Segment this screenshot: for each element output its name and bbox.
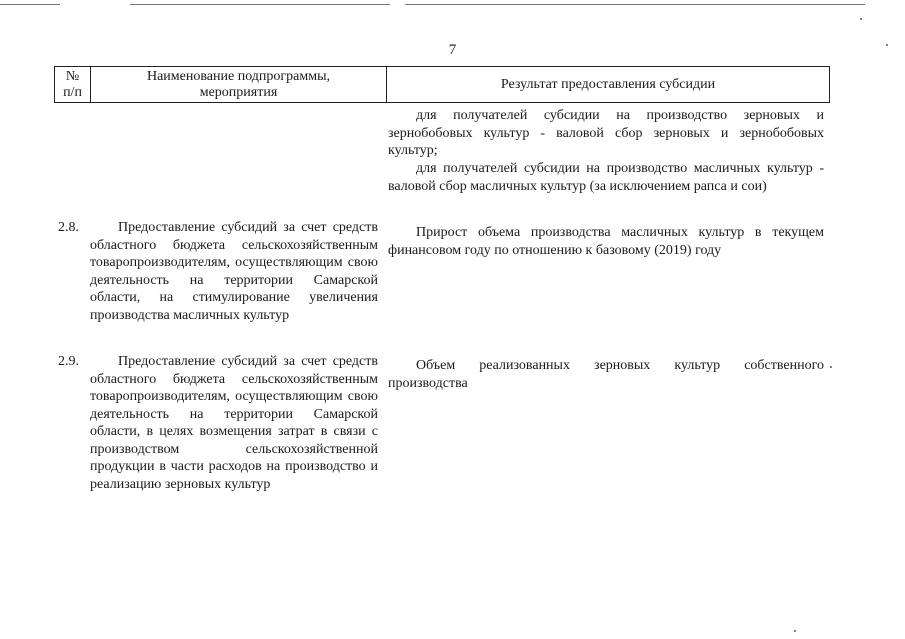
header-num-line2: п/п (63, 84, 82, 100)
header-name-cell (91, 67, 387, 102)
scan-edge-line (405, 4, 865, 5)
header-result-cell (387, 67, 829, 102)
header-name-line2: мероприятия (199, 84, 278, 100)
scan-speck (830, 366, 832, 368)
continuation-paragraph-1: для получателей субсидии на производство зерновых и зернобобовых культур - валовой сбор зерновых и зернобобовых культур; (388, 108, 824, 158)
scan-edge-line (0, 4, 60, 5)
table-header (54, 66, 830, 103)
scan-edge-line (130, 4, 390, 5)
continuation-paragraph-2: для получателей субсидии на производство масличных культур - валовой сбор масличных культур (за исключением рапса и сои) (388, 161, 824, 194)
row-result: Объем реализованных зерновых культур собственного производства (388, 358, 824, 391)
header-result: Результат предоставления субсидии (500, 76, 716, 92)
row-name: Предоставление субсидий за счет средств областного бюджета сельскохозяйственным товаропроизводителям, осуществляющим свою деятельность на территории Самарской области, на стимулирование увеличения производства масличных культур (90, 220, 378, 323)
scan-speck (860, 18, 862, 20)
page-number: 7 (448, 42, 457, 58)
row-number: 2.8. (58, 220, 79, 235)
row-number: 2.9. (58, 354, 79, 369)
header-num-cell (55, 67, 91, 102)
row-name: Предоставление субсидий за счет средств областного бюджета сельскохозяйственным товаропроизводителям, осуществляющим свою деятельность на территории Самарской области, в целях возмещения затрат в связи с производством сельскохозяйственной продукции в части расходов на производство и реализацию зерновых культур (90, 354, 378, 492)
row-result: Прирост объема производства масличных культур в текущем финансовом году по отношению к базовому (2019) году (388, 225, 824, 258)
header-name-line1: Наименование подпрограммы, (146, 68, 330, 84)
header-num-line1: № (65, 68, 80, 84)
scan-speck (794, 630, 796, 632)
